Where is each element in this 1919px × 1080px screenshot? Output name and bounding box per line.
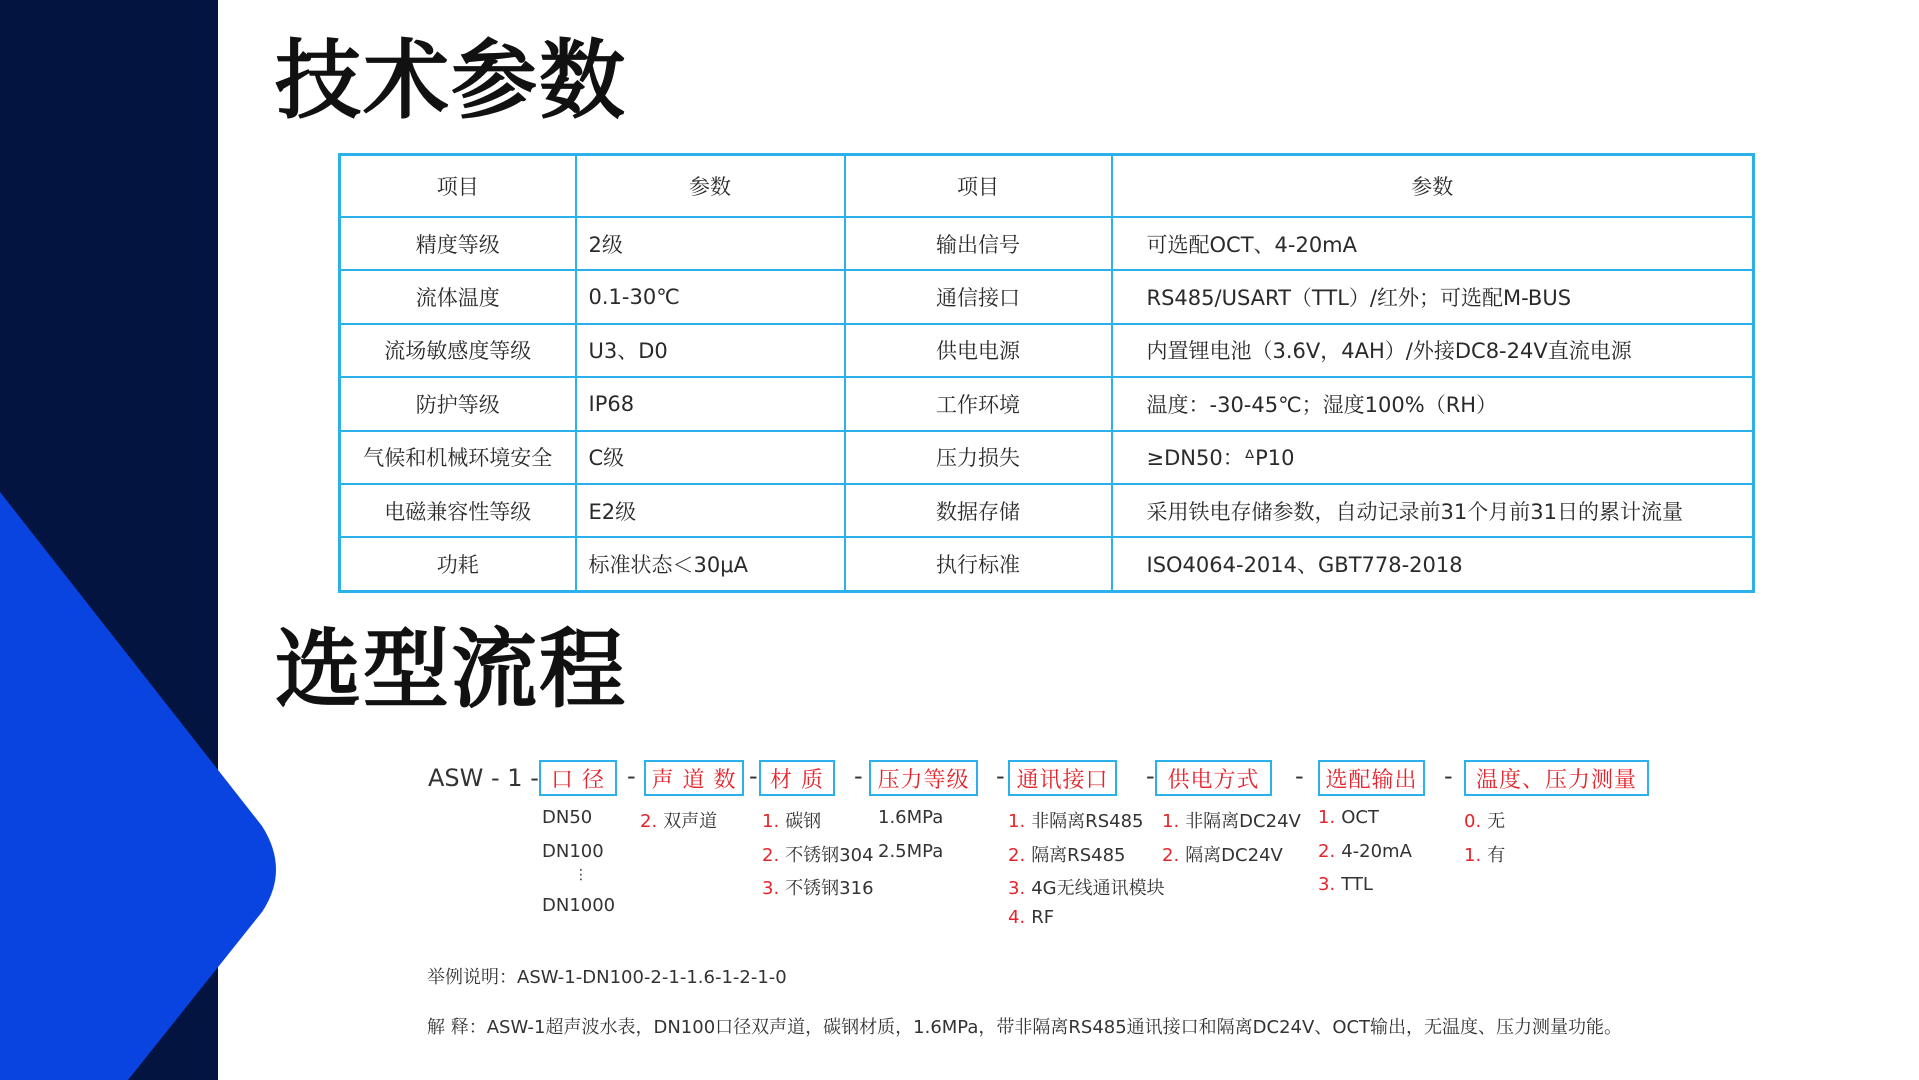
spec-value-cell: 温度：-30-45℃；湿度100%（RH）: [1112, 377, 1754, 430]
selection-separator: -: [1295, 762, 1304, 790]
spec-item-cell: 精度等级: [340, 217, 576, 270]
selection-option: [1008, 807, 1143, 833]
selection-option: [1008, 874, 1165, 900]
selection-box: 选配输出: [1318, 760, 1425, 796]
example-note: 举例说明：ASW-1-DN100-2-1-1.6-1-2-1-0: [427, 967, 787, 988]
selection-box: 温度、压力测量: [1464, 760, 1649, 796]
selection-option: [1162, 807, 1301, 833]
selection-option: [1008, 841, 1125, 867]
spec-header-cell: 参数: [1112, 155, 1754, 218]
option-text: 碳钢: [785, 811, 822, 832]
option-text: DN50: [542, 807, 593, 828]
option-text: OCT: [1341, 807, 1379, 828]
option-number: 2.: [1162, 845, 1180, 866]
selection-option: [1318, 807, 1379, 828]
spec-value-cell: 标准状态＜30μA: [576, 537, 845, 591]
option-text: 无: [1487, 811, 1506, 832]
option-text: 2.5MPa: [878, 841, 944, 862]
selection-separator: -: [854, 762, 863, 790]
selection-option: [762, 841, 874, 867]
spec-item-cell: 功耗: [340, 537, 576, 591]
option-number: 0.: [1464, 811, 1482, 832]
selection-box: 声 道 数: [644, 760, 744, 796]
explanation-note: 解 释：ASW-1超声波水表，DN100口径双声道，碳钢材质，1.6MPa，带非隔离RS485通讯接口和隔离DC24V、OCT输出，无温度、压力测量功能。: [427, 1017, 1623, 1038]
option-text: 隔离DC24V: [1185, 845, 1283, 866]
selection-option: [1318, 841, 1412, 862]
spec-item-cell: 电磁兼容性等级: [340, 484, 576, 537]
selection-separator: -: [1146, 762, 1155, 790]
selection-option: [640, 807, 717, 833]
spec-item-cell: 供电电源: [845, 324, 1112, 377]
spec-value-cell: ISO4064-2014、GBT778-2018: [1112, 537, 1754, 591]
option-number: 2.: [1008, 845, 1026, 866]
spec-item-cell: 执行标准: [845, 537, 1112, 591]
spec-header-cell: 项目: [845, 155, 1112, 218]
selection-box: 材 质: [759, 760, 835, 796]
spec-value-cell: U3、D0: [576, 324, 845, 377]
option-number: 1.: [1008, 811, 1026, 832]
option-text: 4-20mA: [1341, 841, 1412, 862]
option-text: RF: [1031, 907, 1055, 928]
spec-title: 技术参数: [275, 31, 627, 131]
option-number: 2.: [1318, 841, 1336, 862]
spec-item-cell: 工作环境: [845, 377, 1112, 430]
spec-item-cell: 流场敏感度等级: [340, 324, 576, 377]
option-number: 3.: [1008, 878, 1026, 899]
selection-option: [878, 807, 943, 828]
option-number: 3.: [1318, 874, 1336, 895]
selection-option: [762, 807, 821, 833]
selection-option: [542, 895, 615, 916]
option-text: 双声道: [663, 811, 718, 832]
selection-option: [1162, 841, 1283, 867]
option-number: 1.: [1162, 811, 1180, 832]
selection-option: [762, 874, 874, 900]
option-number: 1.: [762, 811, 780, 832]
spec-item-cell: 数据存储: [845, 484, 1112, 537]
spec-value-cell: ≥DN50：ᐞP10: [1112, 431, 1754, 484]
option-number: 3.: [762, 878, 780, 899]
option-text: DN100: [542, 841, 604, 862]
option-text: 非隔离DC24V: [1185, 811, 1301, 832]
spec-value-cell: IP68: [576, 377, 845, 430]
spec-header-cell: 参数: [576, 155, 845, 218]
selection-title: 选型流程: [275, 620, 627, 720]
spec-item-cell: 压力损失: [845, 431, 1112, 484]
selection-option: [542, 841, 604, 862]
ellipsis-icon: ⋮: [574, 867, 588, 883]
spec-header-cell: 项目: [340, 155, 576, 218]
selection-separator: -: [1444, 762, 1453, 790]
spec-item-cell: 气候和机械环境安全: [340, 431, 576, 484]
selection-option: [878, 841, 943, 862]
spec-value-cell: 0.1-30℃: [576, 270, 845, 323]
selection-separator: -: [627, 762, 636, 790]
spec-value-cell: RS485/USART（TTL）/红外；可选配M-BUS: [1112, 270, 1754, 323]
selection-option: [1464, 807, 1505, 833]
selection-box: 口 径: [539, 760, 617, 796]
selection-box: 通讯接口: [1008, 760, 1117, 796]
selection-box: 压力等级: [869, 760, 978, 796]
spec-item-cell: 流体温度: [340, 270, 576, 323]
option-number: 1.: [1464, 845, 1482, 866]
selection-option: [1008, 907, 1054, 928]
spec-item-cell: 通信接口: [845, 270, 1112, 323]
option-number: 1.: [1318, 807, 1336, 828]
model-prefix: ASW - 1 -: [428, 764, 539, 792]
spec-value-cell: 2级: [576, 217, 845, 270]
option-text: 非隔离RS485: [1031, 811, 1144, 832]
spec-value-cell: 内置锂电池（3.6V，4AH）/外接DC8-24V直流电源: [1112, 324, 1754, 377]
spec-value-cell: 可选配OCT、4-20mA: [1112, 217, 1754, 270]
selection-separator: -: [749, 762, 758, 790]
option-text: DN1000: [542, 895, 616, 916]
selection-box: 供电方式: [1155, 760, 1272, 796]
option-number: 4.: [1008, 907, 1026, 928]
spec-item-cell: 防护等级: [340, 377, 576, 430]
option-text: TTL: [1341, 874, 1373, 895]
spec-value-cell: C级: [576, 431, 845, 484]
spec-value-cell: 采用铁电存储参数，自动记录前31个月前31日的累计流量: [1112, 484, 1754, 537]
selection-option: [1464, 841, 1505, 867]
selection-separator: -: [996, 762, 1005, 790]
option-text: 4G无线通讯模块: [1031, 878, 1165, 899]
option-text: 隔离RS485: [1031, 845, 1126, 866]
selection-option: [542, 807, 592, 828]
option-text: 有: [1487, 845, 1506, 866]
spec-value-cell: E2级: [576, 484, 845, 537]
option-text: 不锈钢304: [785, 845, 874, 866]
option-text: 1.6MPa: [878, 807, 944, 828]
option-number: 2.: [640, 811, 658, 832]
spec-item-cell: 输出信号: [845, 217, 1112, 270]
option-number: 2.: [762, 845, 780, 866]
option-text: 不锈钢316: [785, 878, 874, 899]
selection-option: [1318, 874, 1373, 895]
